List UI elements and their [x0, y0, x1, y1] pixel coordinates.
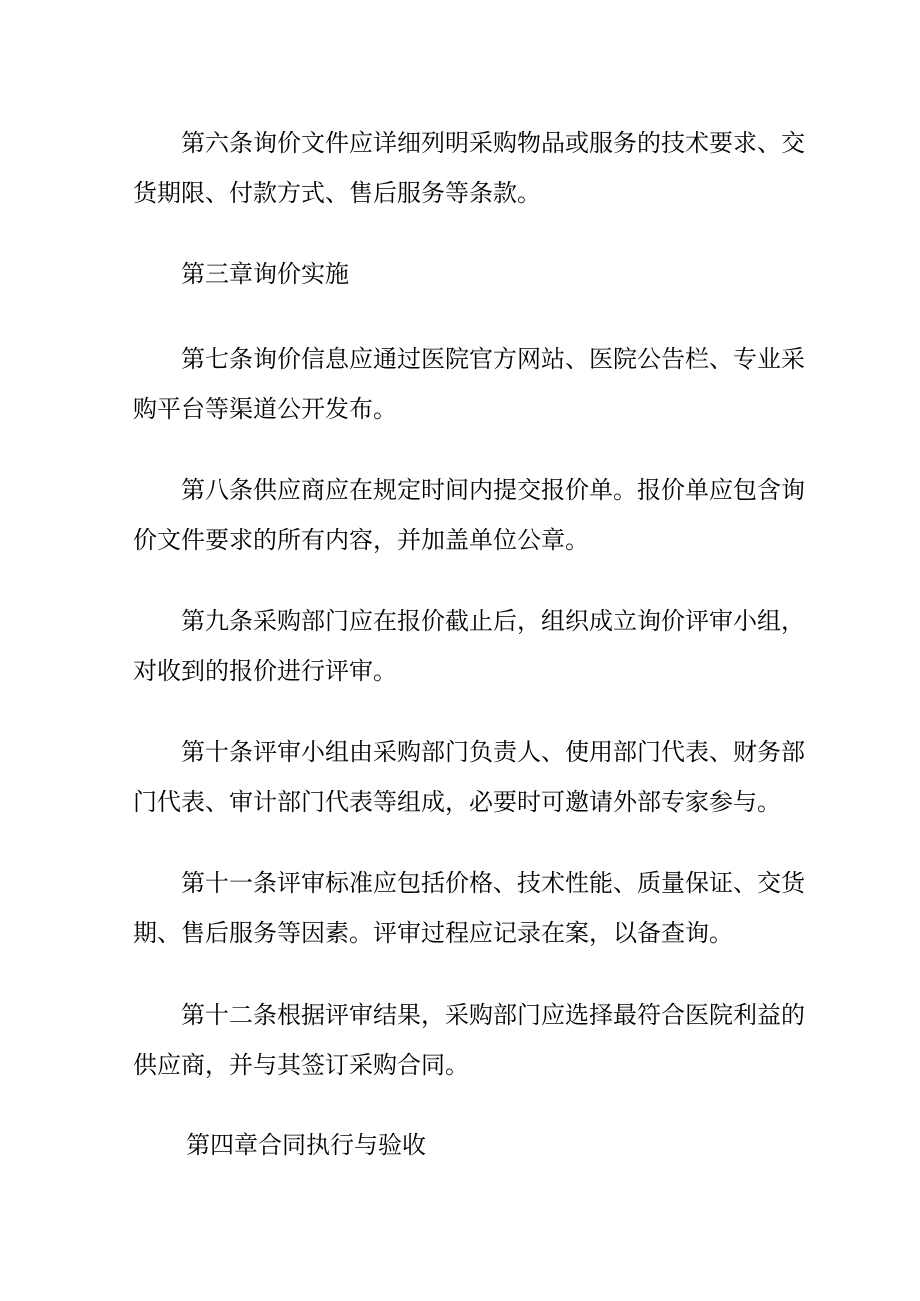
paragraph-line: 第十条评审小组由采购部门负责人、使用部门代表、财务部: [181, 738, 805, 766]
article-7-paragraph: [133, 334, 805, 434]
paragraph-line: 价文件要求的所有内容，并加盖单位公章。: [133, 526, 589, 554]
paragraph-line: 供应商，并与其签订采购合同。: [133, 1051, 469, 1079]
chapter-3-heading: [133, 249, 349, 299]
article-10-paragraph: [133, 727, 805, 827]
article-11-paragraph: [133, 858, 805, 958]
paragraph-line: 购平台等渠道公开发布。: [133, 395, 397, 423]
paragraph-line: 对收到的报价进行评审。: [133, 657, 397, 685]
paragraph-line: 货期限、付款方式、售后服务等条款。: [133, 179, 541, 207]
article-6-paragraph: [133, 118, 805, 218]
paragraph-line: 第六条询价文件应详细列明采购物品或服务的技术要求、交: [181, 129, 805, 157]
paragraph-line: 第七条询价信息应通过医院官方网站、医院公告栏、专业采: [181, 345, 805, 373]
paragraph-line: 第十二条根据评审结果，采购部门应选择最符合医院利益的: [181, 1001, 805, 1029]
paragraph-line: 期、售后服务等因素。评审过程应记录在案，以备查询。: [133, 919, 733, 947]
paragraph-line: 第九条采购部门应在报价截止后，组织成立询价评审小组，: [181, 607, 805, 635]
heading-line: 第四章合同执行与验收: [186, 1131, 426, 1159]
article-8-paragraph: [133, 465, 805, 565]
paragraph-line: 第十一条评审标准应包括价格、技术性能、质量保证、交货: [181, 869, 805, 897]
chapter-4-heading: [138, 1120, 426, 1170]
paragraph-line: 第八条供应商应在规定时间内提交报价单。报价单应包含询: [181, 476, 805, 504]
article-12-paragraph: [133, 990, 805, 1090]
article-9-paragraph: [133, 596, 805, 696]
heading-line: 第三章询价实施: [181, 260, 349, 288]
paragraph-line: 门代表、审计部门代表等组成，必要时可邀请外部专家参与。: [133, 788, 781, 816]
